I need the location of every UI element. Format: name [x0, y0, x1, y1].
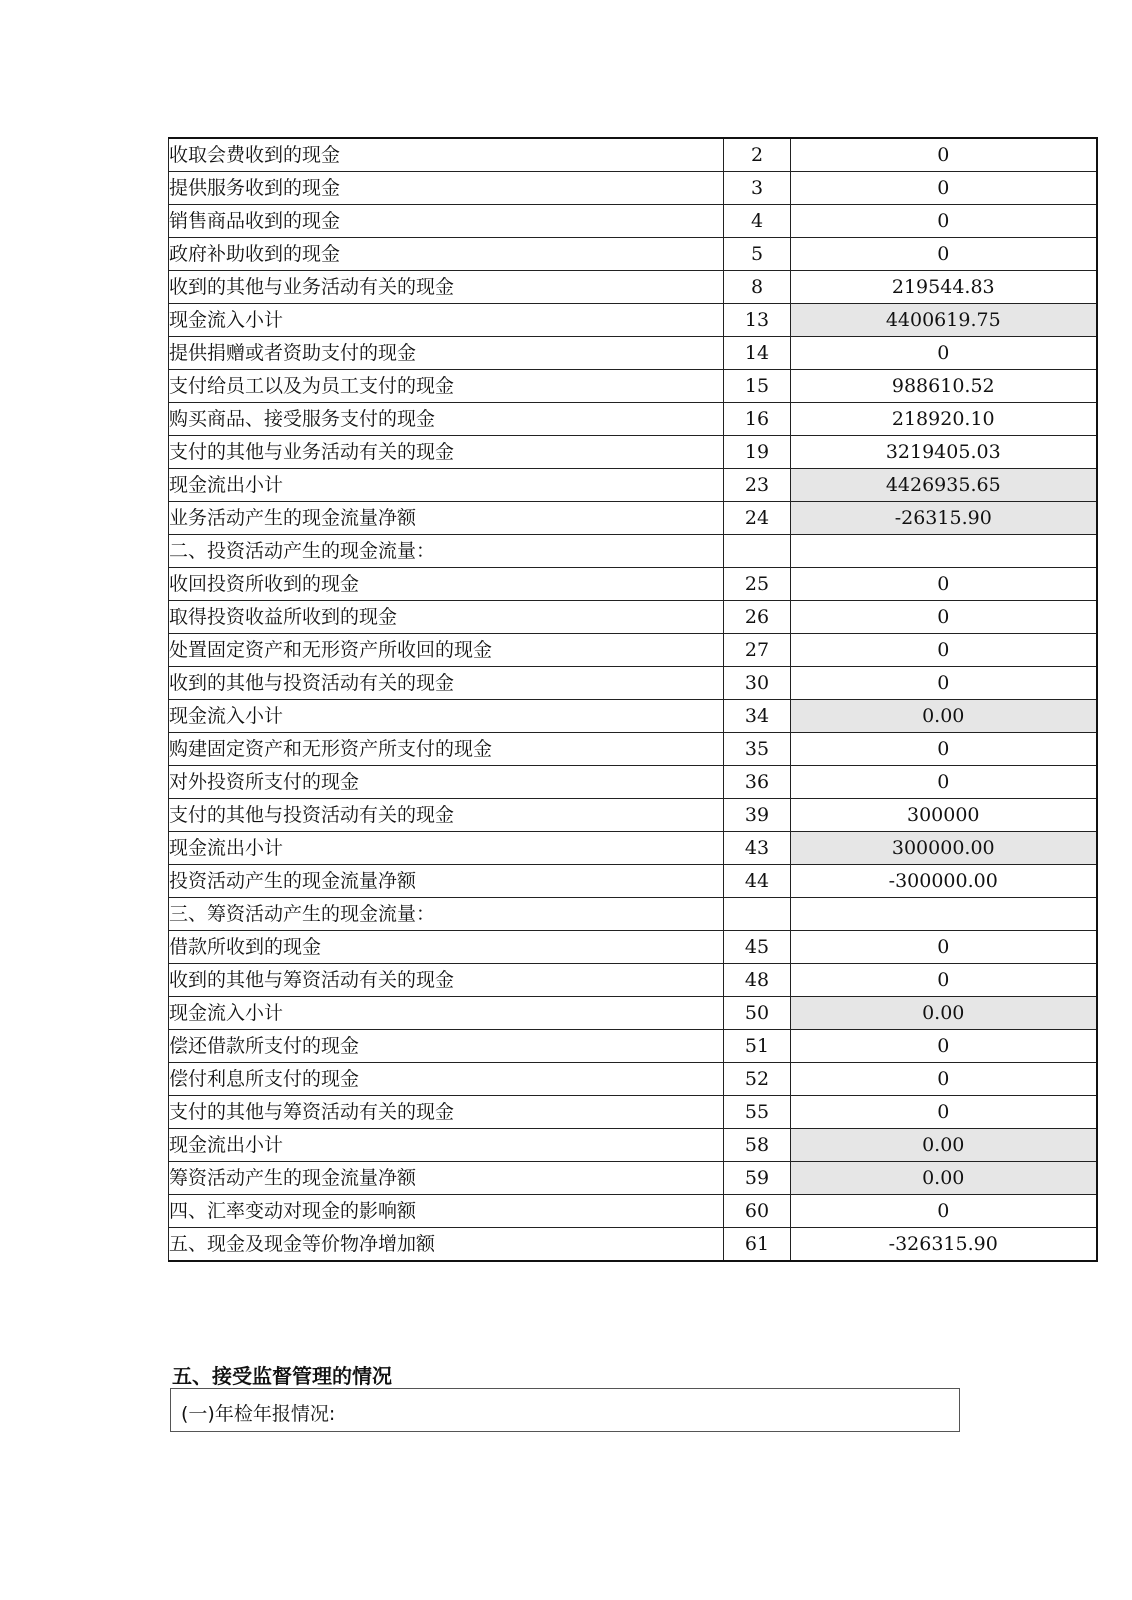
- row-label: 现金流入小计: [169, 997, 724, 1030]
- table-row: [169, 964, 1097, 997]
- row-line-number: 14: [724, 337, 791, 370]
- row-label: 支付给员工以及为员工支付的现金: [169, 370, 724, 403]
- row-label: 支付的其他与筹资活动有关的现金: [169, 1096, 724, 1129]
- row-label: 筹资活动产生的现金流量净额: [169, 1162, 724, 1195]
- row-amount: 4400619.75: [791, 304, 1097, 337]
- table-row: [169, 634, 1097, 667]
- row-amount: 219544.83: [791, 271, 1097, 304]
- row-amount: 300000: [791, 799, 1097, 832]
- row-line-number: 52: [724, 1063, 791, 1096]
- table-row: [169, 337, 1097, 370]
- table-row: [169, 700, 1097, 733]
- row-amount: 0: [791, 634, 1097, 667]
- row-label: 收到的其他与筹资活动有关的现金: [169, 964, 724, 997]
- row-line-number: 25: [724, 568, 791, 601]
- table-row: [169, 370, 1097, 403]
- row-line-number: 34: [724, 700, 791, 733]
- table-row: [169, 271, 1097, 304]
- row-label: 五、现金及现金等价物净增加额: [169, 1228, 724, 1262]
- row-amount: 0: [791, 238, 1097, 271]
- table-row: [169, 138, 1097, 172]
- row-amount: 218920.10: [791, 403, 1097, 436]
- row-line-number: [724, 898, 791, 931]
- row-label: 支付的其他与业务活动有关的现金: [169, 436, 724, 469]
- table-row: [169, 1162, 1097, 1195]
- table-row: [169, 1030, 1097, 1063]
- row-line-number: 59: [724, 1162, 791, 1195]
- row-label: 偿还借款所支付的现金: [169, 1030, 724, 1063]
- row-amount: 0: [791, 964, 1097, 997]
- table-row: [169, 172, 1097, 205]
- row-amount: [791, 535, 1097, 568]
- row-label: 现金流出小计: [169, 469, 724, 502]
- row-line-number: 23: [724, 469, 791, 502]
- row-label: 收到的其他与投资活动有关的现金: [169, 667, 724, 700]
- row-line-number: 3: [724, 172, 791, 205]
- table-row: [169, 1228, 1097, 1262]
- row-amount: 0: [791, 205, 1097, 238]
- row-amount: 0: [791, 766, 1097, 799]
- row-label: 对外投资所支付的现金: [169, 766, 724, 799]
- row-label: 购建固定资产和无形资产所支付的现金: [169, 733, 724, 766]
- row-amount: -326315.90: [791, 1228, 1097, 1262]
- section-heading: 五、接受监督管理的情况: [172, 1364, 392, 1388]
- row-line-number: 61: [724, 1228, 791, 1262]
- table-row: [169, 1096, 1097, 1129]
- row-line-number: 13: [724, 304, 791, 337]
- table-row: [169, 1195, 1097, 1228]
- table-row: [169, 799, 1097, 832]
- row-amount: 0: [791, 667, 1097, 700]
- row-amount: [791, 898, 1097, 931]
- row-amount: 0: [791, 1096, 1097, 1129]
- row-amount: 3219405.03: [791, 436, 1097, 469]
- table-row: [169, 997, 1097, 1030]
- row-label: 现金流出小计: [169, 832, 724, 865]
- table-row: [169, 304, 1097, 337]
- table-row: [169, 568, 1097, 601]
- row-label: 现金流入小计: [169, 304, 724, 337]
- table-row: [169, 733, 1097, 766]
- row-amount: -26315.90: [791, 502, 1097, 535]
- row-label: 二、投资活动产生的现金流量：: [169, 535, 724, 568]
- row-label: 提供捐赠或者资助支付的现金: [169, 337, 724, 370]
- row-amount: 0: [791, 1195, 1097, 1228]
- row-line-number: 8: [724, 271, 791, 304]
- row-line-number: 16: [724, 403, 791, 436]
- row-amount: 0: [791, 601, 1097, 634]
- row-amount: 988610.52: [791, 370, 1097, 403]
- row-line-number: 30: [724, 667, 791, 700]
- table-row: [169, 931, 1097, 964]
- table-row: [169, 238, 1097, 271]
- row-label: 处置固定资产和无形资产所收回的现金: [169, 634, 724, 667]
- row-label: 取得投资收益所收到的现金: [169, 601, 724, 634]
- row-amount: 0: [791, 1063, 1097, 1096]
- row-amount: 4426935.65: [791, 469, 1097, 502]
- annual-inspection-box: [170, 1388, 960, 1432]
- row-line-number: [724, 535, 791, 568]
- row-line-number: 15: [724, 370, 791, 403]
- row-label: 现金流出小计: [169, 1129, 724, 1162]
- cash-flow-table-body: [169, 138, 1097, 1261]
- row-amount: 0: [791, 568, 1097, 601]
- table-row: [169, 1129, 1097, 1162]
- row-amount: 0: [791, 138, 1097, 172]
- table-row: [169, 469, 1097, 502]
- table-row: [169, 502, 1097, 535]
- row-label: 借款所收到的现金: [169, 931, 724, 964]
- row-amount: 0.00: [791, 700, 1097, 733]
- row-label: 收到的其他与业务活动有关的现金: [169, 271, 724, 304]
- table-row: [169, 832, 1097, 865]
- row-amount: 0: [791, 733, 1097, 766]
- row-amount: 300000.00: [791, 832, 1097, 865]
- row-line-number: 5: [724, 238, 791, 271]
- row-line-number: 19: [724, 436, 791, 469]
- row-line-number: 4: [724, 205, 791, 238]
- row-label: 提供服务收到的现金: [169, 172, 724, 205]
- row-line-number: 55: [724, 1096, 791, 1129]
- row-line-number: 24: [724, 502, 791, 535]
- table-row: [169, 898, 1097, 931]
- row-label: 三、筹资活动产生的现金流量：: [169, 898, 724, 931]
- row-line-number: 35: [724, 733, 791, 766]
- row-amount: 0.00: [791, 997, 1097, 1030]
- row-label: 政府补助收到的现金: [169, 238, 724, 271]
- row-line-number: 50: [724, 997, 791, 1030]
- row-label: 支付的其他与投资活动有关的现金: [169, 799, 724, 832]
- row-line-number: 43: [724, 832, 791, 865]
- table-row: [169, 205, 1097, 238]
- row-line-number: 45: [724, 931, 791, 964]
- row-label: 投资活动产生的现金流量净额: [169, 865, 724, 898]
- table-row: [169, 403, 1097, 436]
- table-row: [169, 766, 1097, 799]
- row-line-number: 48: [724, 964, 791, 997]
- row-amount: -300000.00: [791, 865, 1097, 898]
- row-label: 收取会费收到的现金: [169, 138, 724, 172]
- table-row: [169, 865, 1097, 898]
- row-label: 现金流入小计: [169, 700, 724, 733]
- row-line-number: 58: [724, 1129, 791, 1162]
- row-line-number: 27: [724, 634, 791, 667]
- cash-flow-table: [168, 137, 1098, 1262]
- row-amount: 0: [791, 172, 1097, 205]
- row-amount: 0.00: [791, 1162, 1097, 1195]
- row-amount: 0: [791, 931, 1097, 964]
- row-label: 销售商品收到的现金: [169, 205, 724, 238]
- table-row: [169, 535, 1097, 568]
- table-row: [169, 436, 1097, 469]
- table-row: [169, 601, 1097, 634]
- table-row: [169, 1063, 1097, 1096]
- row-label: 购买商品、接受服务支付的现金: [169, 403, 724, 436]
- row-label: 四、汇率变动对现金的影响额: [169, 1195, 724, 1228]
- row-line-number: 44: [724, 865, 791, 898]
- row-line-number: 26: [724, 601, 791, 634]
- row-label: 收回投资所收到的现金: [169, 568, 724, 601]
- row-amount: 0: [791, 337, 1097, 370]
- row-line-number: 51: [724, 1030, 791, 1063]
- table-row: [169, 667, 1097, 700]
- row-label: 偿付利息所支付的现金: [169, 1063, 724, 1096]
- row-label: 业务活动产生的现金流量净额: [169, 502, 724, 535]
- row-line-number: 2: [724, 138, 791, 172]
- row-line-number: 60: [724, 1195, 791, 1228]
- annual-inspection-label: (一)年检年报情况:: [181, 1403, 336, 1425]
- row-amount: 0: [791, 1030, 1097, 1063]
- row-line-number: 36: [724, 766, 791, 799]
- row-amount: 0.00: [791, 1129, 1097, 1162]
- row-line-number: 39: [724, 799, 791, 832]
